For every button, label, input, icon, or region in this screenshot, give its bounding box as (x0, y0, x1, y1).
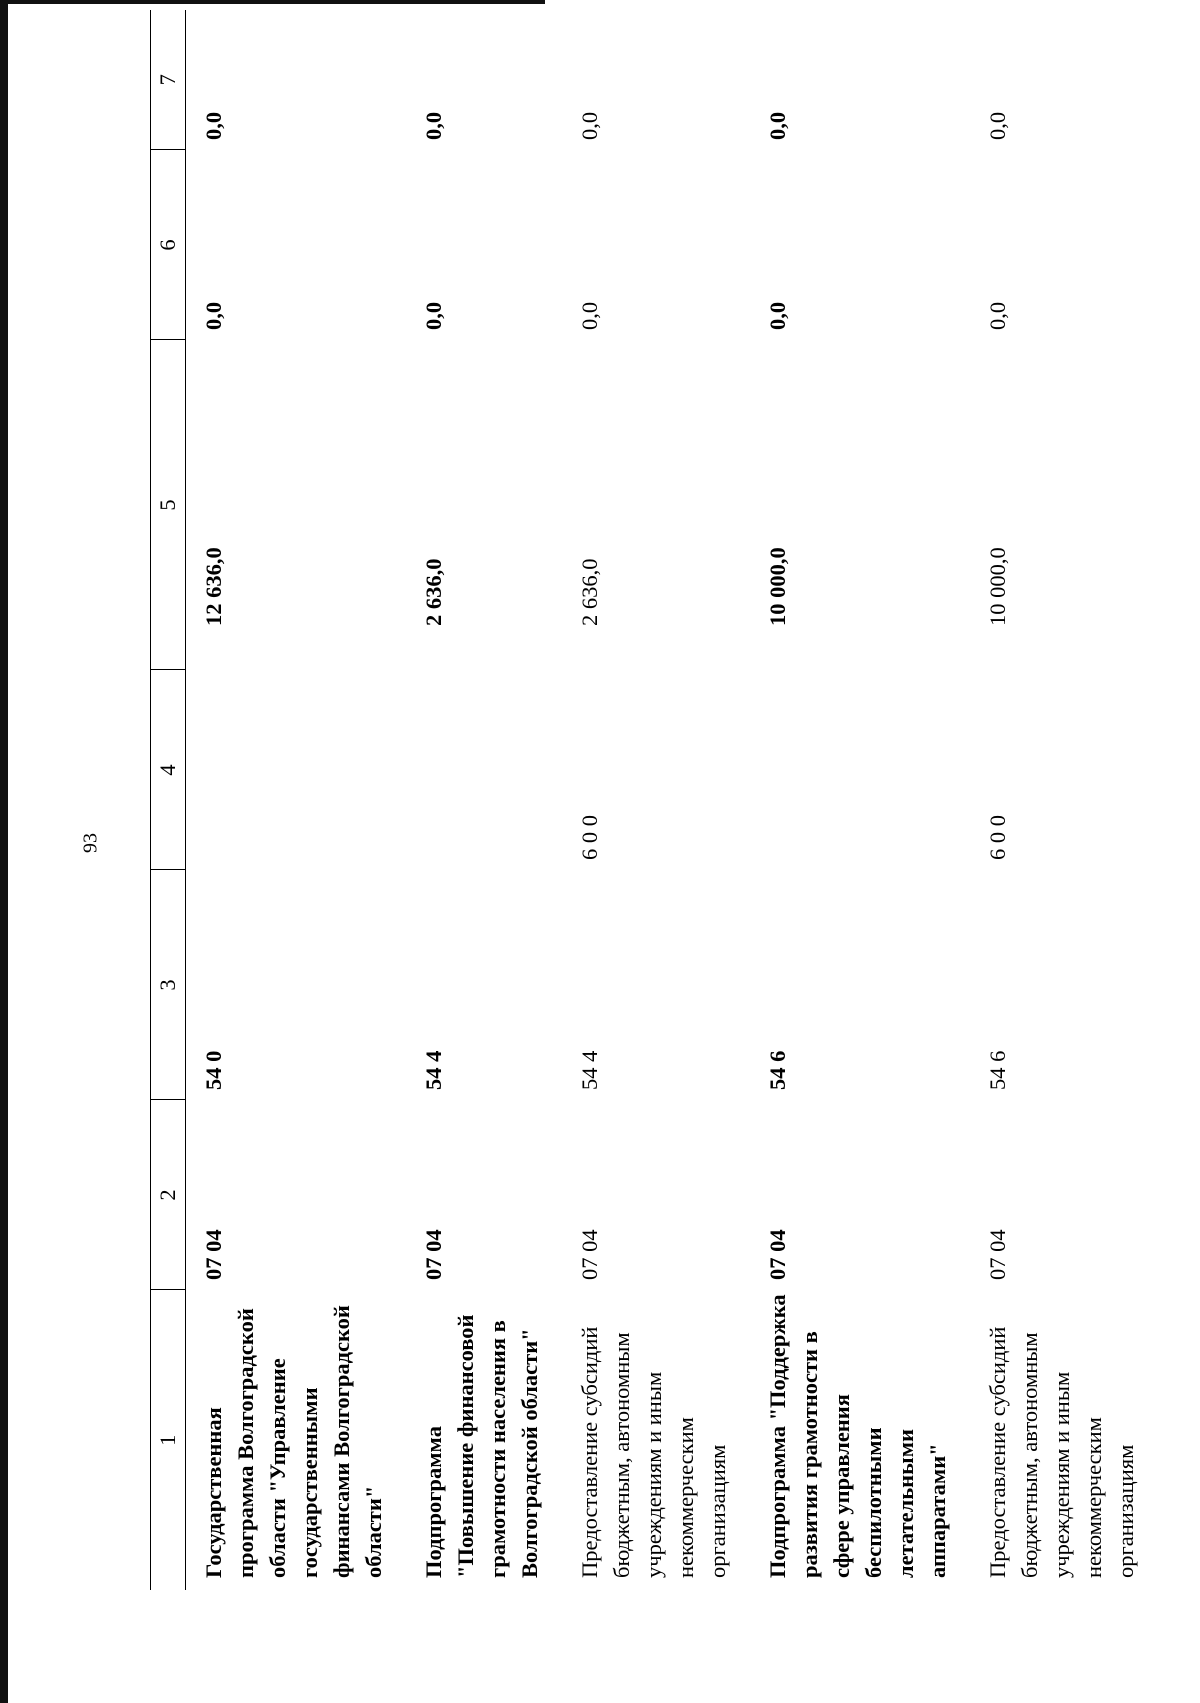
header-row (151, 10, 186, 1590)
scan-edge-top (0, 0, 545, 4)
row-program: 54 0 (201, 1050, 226, 1090)
budget-table (150, 10, 1158, 1590)
col-header-1: 1 (151, 1290, 186, 1590)
row-name: Предоставление субсидий бюджетным, автономным учреждениям и иным некоммерческим организациям (985, 1326, 1138, 1578)
col-header-4: 4 (151, 670, 186, 870)
row-col6: 0,0 (985, 301, 1010, 330)
row-expense-type: 6 0 0 (577, 815, 602, 860)
col-header-2: 2 (151, 1100, 186, 1290)
row-name: Государственная программа Волгоградской области "Управление государственными финансами Волгоградской области" (201, 1305, 386, 1578)
col-header-7: 7 (151, 10, 186, 150)
row-col7: 0,0 (985, 111, 1010, 140)
row-section: 07 04 (765, 1229, 790, 1280)
row-expense-type (186, 670, 407, 870)
row-col6: 0,0 (421, 301, 446, 330)
row-section: 07 04 (985, 1229, 1010, 1280)
row-col7: 0,0 (765, 111, 790, 140)
col-header-5: 5 (151, 340, 186, 670)
row-amount: 10 000,0 (765, 547, 790, 626)
row-amount: 12 636,0 (201, 547, 226, 626)
row-col7: 0,0 (421, 111, 446, 140)
col-header-3: 3 (151, 870, 186, 1100)
row-col7: 0,0 (577, 111, 602, 140)
row-col6: 0,0 (201, 301, 226, 330)
col-header-6: 6 (151, 150, 186, 340)
row-col6: 0,0 (577, 301, 602, 330)
table-row (970, 10, 1158, 1590)
row-program: 54 4 (421, 1050, 446, 1090)
row-program: 54 4 (577, 1050, 602, 1090)
row-section: 07 04 (201, 1229, 226, 1280)
row-amount: 2 636,0 (421, 558, 446, 626)
row-program: 54 6 (985, 1050, 1010, 1090)
rotated-page (150, 10, 1138, 1590)
page-number: 93 (79, 833, 102, 853)
row-program: 54 6 (765, 1050, 790, 1090)
row-expense-type (750, 670, 970, 870)
scan-edge-left (0, 0, 8, 1703)
row-name: Подпрограмма "Повышение финансовой грамотности населения в Волгоградской области" (421, 1314, 542, 1578)
row-col7: 0,0 (201, 111, 226, 140)
row-section: 07 04 (577, 1229, 602, 1280)
row-expense-type (406, 670, 562, 870)
table-row (186, 10, 407, 1590)
row-col6: 0,0 (765, 301, 790, 330)
table-row (750, 10, 970, 1590)
row-expense-type: 6 0 0 (985, 815, 1010, 860)
table-row (406, 10, 562, 1590)
row-amount: 2 636,0 (577, 558, 602, 626)
row-name: Предоставление субсидий бюджетным, автономным учреждениям и иным некоммерческим организациям (577, 1326, 730, 1578)
row-section: 07 04 (421, 1229, 446, 1280)
row-name: Подпрограмма "Поддержка развития грамотности в сфере управления беспилотными летательными аппаратами" (765, 1294, 950, 1578)
table-row (562, 10, 750, 1590)
row-amount: 10 000,0 (985, 547, 1010, 626)
